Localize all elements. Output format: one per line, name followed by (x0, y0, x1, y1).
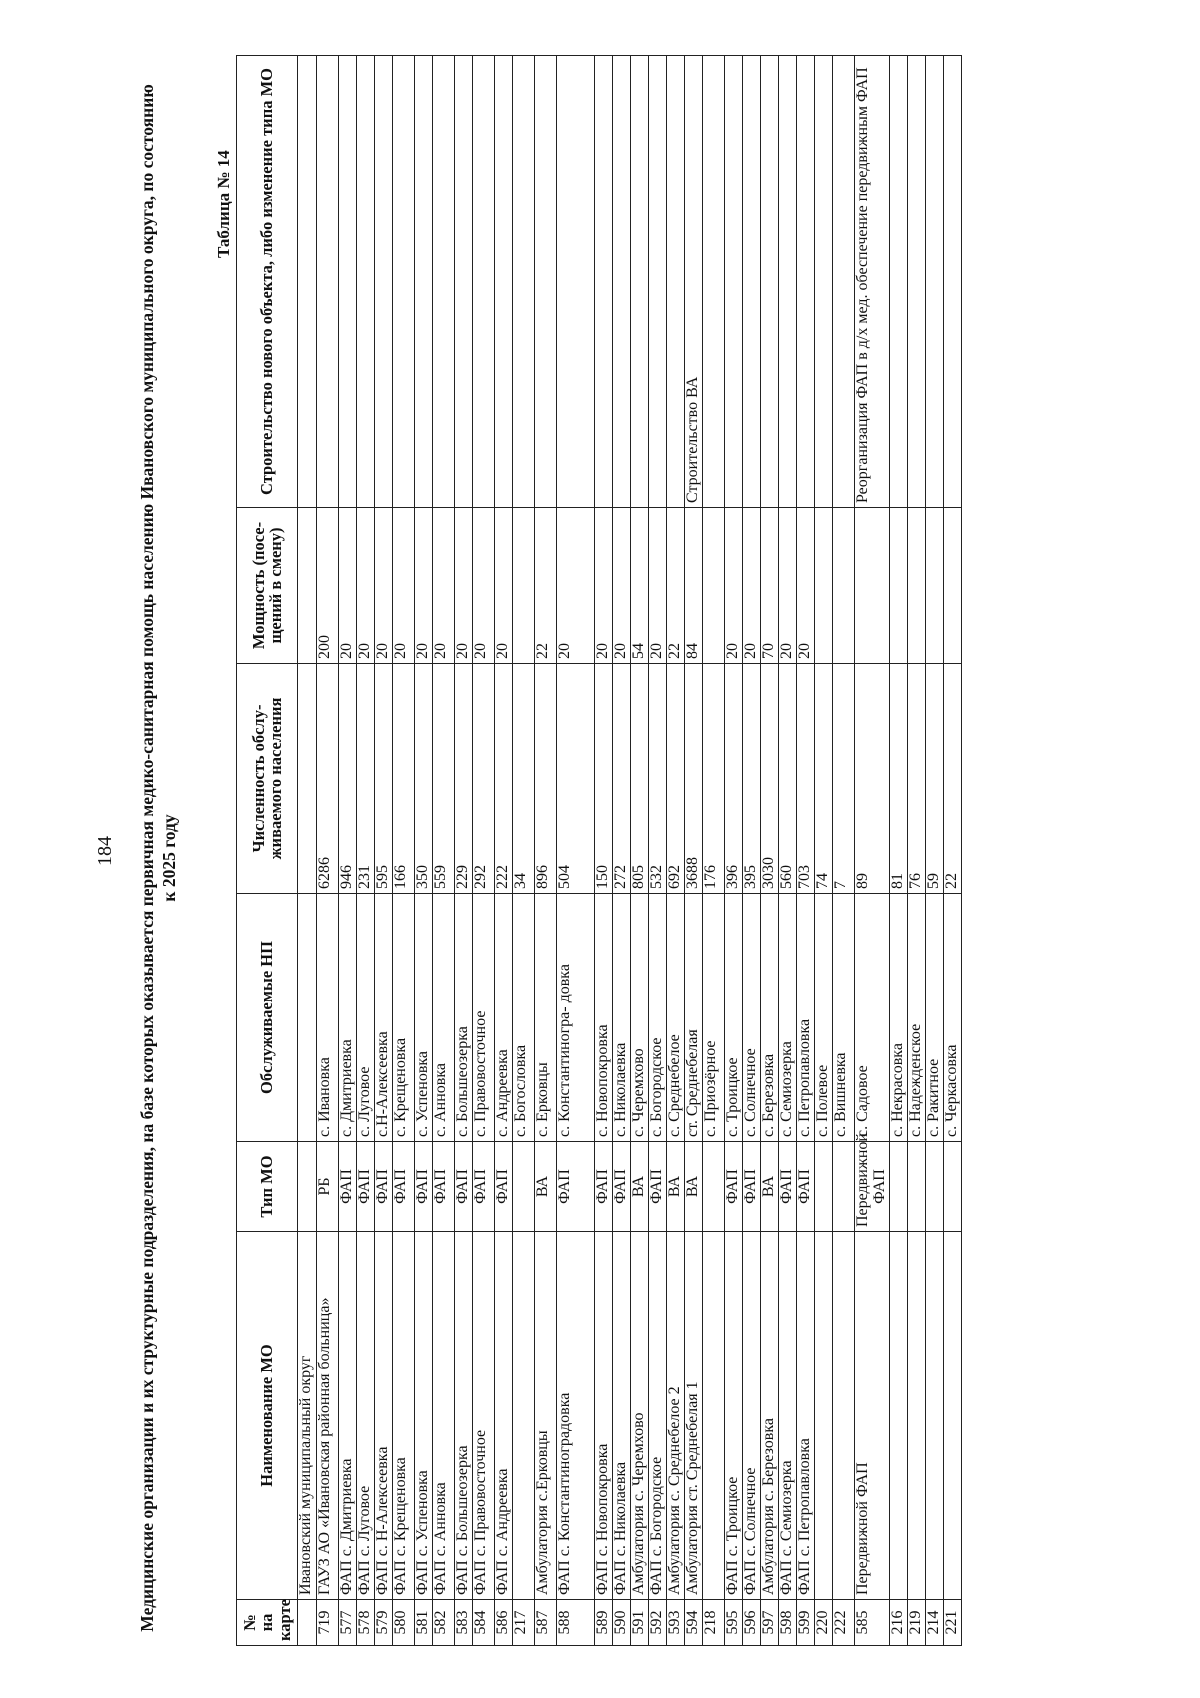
cell-construction (925, 56, 943, 508)
header-settlements: Обслуживаемые НП (237, 894, 298, 1142)
cell-capacity: 20 (797, 508, 815, 664)
cell-num: 221 (943, 1600, 961, 1646)
table-row (703, 56, 725, 1646)
cell-num: 580 (393, 1600, 415, 1646)
cell-capacity: 20 (357, 508, 375, 664)
cell-name: ФАП с. Успеновка (415, 1232, 433, 1600)
cell-settlement: с. Черкасовка (943, 894, 961, 1142)
cell-num: 218 (703, 1600, 725, 1646)
header-construction: Строительство нового объекта, либо изменение типа МО (237, 56, 298, 508)
table-row (473, 56, 495, 1646)
cell-settlement: с. Среднебелое (667, 894, 685, 1142)
cell-type: ФАП (649, 1142, 667, 1232)
cell-capacity: 200 (317, 508, 339, 664)
cell-capacity: 20 (393, 508, 415, 664)
cell-name (513, 1232, 535, 1600)
cell-num: 590 (613, 1600, 631, 1646)
cell-population: 76 (907, 664, 925, 894)
cell-num: 599 (797, 1600, 815, 1646)
cell-num: 579 (375, 1600, 393, 1646)
cell-name: ФАП с. Луговое (357, 1232, 375, 1600)
cell-population: 74 (815, 664, 833, 894)
table-row (415, 56, 433, 1646)
cell-population: 272 (613, 664, 631, 894)
cell-num: 598 (779, 1600, 797, 1646)
cell-num: 222 (833, 1600, 855, 1646)
cell-capacity: 20 (613, 508, 631, 664)
cell-settlement: с. Анновка (433, 894, 455, 1142)
cell-num: 581 (415, 1600, 433, 1646)
cell-construction (495, 56, 513, 508)
cell-population: 222 (495, 664, 513, 894)
cell-name: Амбулатория с. Березовка (761, 1232, 779, 1600)
cell-capacity: 20 (595, 508, 613, 664)
cell-num: 577 (339, 1600, 357, 1646)
table-row (393, 56, 415, 1646)
cell-construction (339, 56, 357, 508)
cell-num: 584 (473, 1600, 495, 1646)
cell-type (513, 1142, 535, 1232)
table-row (317, 56, 339, 1646)
cell-settlement: с. Большеозерка (455, 894, 473, 1142)
cell-name: ГАУЗ АО «Ивановская районная больница» (317, 1232, 339, 1600)
cell-population: 6286 (317, 664, 339, 894)
cell-population: 532 (649, 664, 667, 894)
cell-settlement: с. Солнечное (743, 894, 761, 1142)
cell-settlement: с. Семиозерка (779, 894, 797, 1142)
cell-settlement: с. Петропавловка (797, 894, 815, 1142)
cell-construction (833, 56, 855, 508)
cell-construction (779, 56, 797, 508)
cell-population: 7 (833, 664, 855, 894)
cell-capacity: 20 (495, 508, 513, 664)
cell-capacity (943, 508, 961, 664)
cell-construction (649, 56, 667, 508)
cell-population: 292 (473, 664, 495, 894)
cell-num: 589 (595, 1600, 613, 1646)
cell-settlement: с. Новопокровка (595, 894, 613, 1142)
cell-population: 22 (943, 664, 961, 894)
cell-num: 217 (513, 1600, 535, 1646)
table-row (685, 56, 703, 1646)
cell-capacity: 22 (535, 508, 557, 664)
cell-settlement: с. Успеновка (415, 894, 433, 1142)
cell-name: Передвижной ФАП (855, 1232, 890, 1600)
cell-type: ФАП (393, 1142, 415, 1232)
cell-capacity (513, 508, 535, 664)
cell-num: 588 (557, 1600, 595, 1646)
table-row (943, 56, 961, 1646)
cell-type (925, 1142, 943, 1232)
cell-name: ФАП с. Петропавловка (797, 1232, 815, 1600)
cell-num: 587 (535, 1600, 557, 1646)
cell-population: 504 (557, 664, 595, 894)
header-num: № на карте (237, 1600, 298, 1646)
table-row (495, 56, 513, 1646)
cell-population: 166 (393, 664, 415, 894)
cell-name: Амбулатория с.Ерковцы (535, 1232, 557, 1600)
cell-population: 692 (667, 664, 685, 894)
cell-construction (703, 56, 725, 508)
cell-construction (433, 56, 455, 508)
cell-construction (613, 56, 631, 508)
cell-name: ФАП с. Николаевка (613, 1232, 631, 1600)
cell-num: 592 (649, 1600, 667, 1646)
cell-capacity: 20 (649, 508, 667, 664)
cell-type: ФАП (433, 1142, 455, 1232)
table-row (649, 56, 667, 1646)
cell-name (889, 1232, 907, 1600)
cell-population: 703 (797, 664, 815, 894)
cell-population: 396 (725, 664, 743, 894)
cell-num: 583 (455, 1600, 473, 1646)
cell-settlement: с. Богословка (513, 894, 535, 1142)
cell-type: ФАП (339, 1142, 357, 1232)
cell-name: ФАП с. Андреевка (495, 1232, 513, 1600)
cell-capacity: 20 (557, 508, 595, 664)
cell-capacity (925, 508, 943, 664)
cell-construction (473, 56, 495, 508)
cell-type: ФАП (357, 1142, 375, 1232)
cell-capacity: 20 (779, 508, 797, 664)
document-title: Медицинские организации и их структурные подразделения, на базе которых оказывается первичная медико-санитарная помощь населению Ивановского муниципального округа, по состоянию к 2025 году (137, 84, 179, 1632)
cell-population: 559 (433, 664, 455, 894)
cell-type: ВА (535, 1142, 557, 1232)
cell-capacity (855, 508, 890, 664)
cell-type: ФАП (595, 1142, 613, 1232)
table-row (631, 56, 649, 1646)
cell-population: 176 (703, 664, 725, 894)
cell-num: 595 (725, 1600, 743, 1646)
header-type: Тип МО (237, 1142, 298, 1232)
cell-settlement: с. Дмитриевка (339, 894, 357, 1142)
cell-construction (357, 56, 375, 508)
cell-name (925, 1232, 943, 1600)
cell-type (703, 1142, 725, 1232)
cell-capacity: 84 (685, 508, 703, 664)
table-row (339, 56, 357, 1646)
cell-settlement: ст. Среднебелая (685, 894, 703, 1142)
cell-settlement: с.Н-Алексеевка (375, 894, 393, 1142)
cell-name: ФАП с. Константиноградовка (557, 1232, 595, 1600)
cell-settlement: с. Троицкое (725, 894, 743, 1142)
cell-construction (815, 56, 833, 508)
group-title: Ивановский муниципальный округ (298, 1232, 317, 1600)
cell-type: ФАП (613, 1142, 631, 1232)
cell-settlement: с. Садовое (855, 894, 890, 1142)
cell-population: 89 (855, 664, 890, 894)
cell-type: ВА (631, 1142, 649, 1232)
cell-population: 59 (925, 664, 943, 894)
cell-construction (667, 56, 685, 508)
table-row (667, 56, 685, 1646)
cell-settlement: с. Полевое (815, 894, 833, 1142)
cell-population: 595 (375, 664, 393, 894)
cell-settlement: с. Приозёрное (703, 894, 725, 1142)
cell-num: 578 (357, 1600, 375, 1646)
cell-type (889, 1142, 907, 1232)
cell-population: 150 (595, 664, 613, 894)
cell-type: ВА (667, 1142, 685, 1232)
cell-num: 216 (889, 1600, 907, 1646)
cell-name: Амбулатория с. Черемхово (631, 1232, 649, 1600)
cell-num: 593 (667, 1600, 685, 1646)
cell-name: Амбулатория с. Среднебелое 2 (667, 1232, 685, 1600)
group-row (298, 56, 317, 1646)
cell-population: 946 (339, 664, 357, 894)
cell-name: ФАП с. Семиозерка (779, 1232, 797, 1600)
table-row (357, 56, 375, 1646)
cell-construction (761, 56, 779, 508)
cell-capacity (833, 508, 855, 664)
cell-population: 231 (357, 664, 375, 894)
cell-construction (725, 56, 743, 508)
table-row (535, 56, 557, 1646)
cell-construction (907, 56, 925, 508)
facilities-table (236, 55, 962, 1646)
cell-num: 597 (761, 1600, 779, 1646)
cell-name: ФАП с. Анновка (433, 1232, 455, 1600)
cell-capacity (889, 508, 907, 664)
table-row (725, 56, 743, 1646)
cell-type: ВА (761, 1142, 779, 1232)
cell-settlement: с. Черемхово (631, 894, 649, 1142)
cell-type: ВА (685, 1142, 703, 1232)
cell-name (907, 1232, 925, 1600)
table-row (925, 56, 943, 1646)
cell-construction (535, 56, 557, 508)
table-row (513, 56, 535, 1646)
cell-name: ФАП с. Солнечное (743, 1232, 761, 1600)
cell-capacity: 22 (667, 508, 685, 664)
cell-settlement: с. Ракитное (925, 894, 943, 1142)
table-row (595, 56, 613, 1646)
cell-type: ФАП (797, 1142, 815, 1232)
cell-construction (595, 56, 613, 508)
cell-name: ФАП с. Дмитриевка (339, 1232, 357, 1600)
cell-settlement: с. Николаевка (613, 894, 631, 1142)
table-row (855, 56, 890, 1646)
cell-type: ФАП (743, 1142, 761, 1232)
cell-settlement: с. Луговое (357, 894, 375, 1142)
cell-population: 805 (631, 664, 649, 894)
header-population: Численность обслу- живаемого населения (237, 664, 298, 894)
cell-settlement: с. Андреевка (495, 894, 513, 1142)
table-row (907, 56, 925, 1646)
cell-num: 596 (743, 1600, 761, 1646)
cell-num: 591 (631, 1600, 649, 1646)
cell-capacity: 20 (339, 508, 357, 664)
cell-population: 229 (455, 664, 473, 894)
cell-type: ФАП (473, 1142, 495, 1232)
cell-type (815, 1142, 833, 1232)
cell-type: ФАП (779, 1142, 797, 1232)
cell-capacity (815, 508, 833, 664)
cell-name (815, 1232, 833, 1600)
page-number: 184 (94, 836, 116, 866)
cell-capacity: 20 (433, 508, 455, 664)
cell-capacity: 20 (415, 508, 433, 664)
cell-capacity: 20 (473, 508, 495, 664)
table-row (797, 56, 815, 1646)
cell-settlement: с. Крещеновка (393, 894, 415, 1142)
cell-name: ФАП с. Н-Алексеевка (375, 1232, 393, 1600)
cell-num: 719 (317, 1600, 339, 1646)
table-row (779, 56, 797, 1646)
cell-num: 220 (815, 1600, 833, 1646)
cell-construction: Строительство ВА (685, 56, 703, 508)
table-row (815, 56, 833, 1646)
cell-name: Амбулатория ст. Среднебелая 1 (685, 1232, 703, 1600)
cell-settlement: с. Березовка (761, 894, 779, 1142)
cell-name: ФАП с. Крещеновка (393, 1232, 415, 1600)
cell-capacity: 54 (631, 508, 649, 664)
cell-capacity: 20 (725, 508, 743, 664)
cell-num: 219 (907, 1600, 925, 1646)
cell-settlement: с. Ерковцы (535, 894, 557, 1142)
cell-construction (557, 56, 595, 508)
cell-type: ФАП (375, 1142, 393, 1232)
cell-name (833, 1232, 855, 1600)
cell-num: 214 (925, 1600, 943, 1646)
cell-settlement: с. Правовосточное (473, 894, 495, 1142)
table-row (743, 56, 761, 1646)
cell-population: 3030 (761, 664, 779, 894)
cell-name: ФАП с. Богородское (649, 1232, 667, 1600)
cell-construction (415, 56, 433, 508)
cell-num: 582 (433, 1600, 455, 1646)
cell-population: 395 (743, 664, 761, 894)
table-row (833, 56, 855, 1646)
cell-construction (455, 56, 473, 508)
cell-capacity: 20 (455, 508, 473, 664)
cell-construction (393, 56, 415, 508)
table-row (889, 56, 907, 1646)
cell-name: ФАП с. Троицкое (725, 1232, 743, 1600)
cell-type (943, 1142, 961, 1232)
cell-population: 560 (779, 664, 797, 894)
cell-settlement: с. Ивановка (317, 894, 339, 1142)
cell-type: ФАП (455, 1142, 473, 1232)
cell-capacity: 20 (743, 508, 761, 664)
header-name: Наименование МО (237, 1232, 298, 1600)
table-row (613, 56, 631, 1646)
cell-construction (631, 56, 649, 508)
cell-construction (513, 56, 535, 508)
cell-capacity (703, 508, 725, 664)
table-row (455, 56, 473, 1646)
cell-name: ФАП с. Новопокровка (595, 1232, 613, 1600)
cell-capacity: 20 (375, 508, 393, 664)
cell-type: ФАП (557, 1142, 595, 1232)
cell-type (833, 1142, 855, 1232)
cell-construction (743, 56, 761, 508)
cell-type: ФАП (725, 1142, 743, 1232)
cell-construction: Реорганизация ФАП в д/х мед. обеспечение передвижным ФАП (855, 56, 890, 508)
table-row (433, 56, 455, 1646)
table-row (375, 56, 393, 1646)
header-capacity: Мощность (посе- щений в смену) (237, 508, 298, 664)
cell-construction (317, 56, 339, 508)
cell-construction (375, 56, 393, 508)
header-row (237, 56, 298, 1646)
cell-capacity: 70 (761, 508, 779, 664)
cell-name (703, 1232, 725, 1600)
cell-settlement: с. Константиногра- довка (557, 894, 595, 1142)
table-row (557, 56, 595, 1646)
table-label: Таблица № 14 (214, 150, 233, 258)
cell-num: 585 (855, 1600, 890, 1646)
cell-population: 350 (415, 664, 433, 894)
cell-name: ФАП с. Большеозерка (455, 1232, 473, 1600)
cell-population: 81 (889, 664, 907, 894)
cell-construction (943, 56, 961, 508)
cell-settlement: с. Богородское (649, 894, 667, 1142)
cell-name: ФАП с. Правовосточное (473, 1232, 495, 1600)
cell-type: ФАП (495, 1142, 513, 1232)
cell-settlement: с. Некрасовка (889, 894, 907, 1142)
cell-population: 3688 (685, 664, 703, 894)
cell-population: 896 (535, 664, 557, 894)
cell-type: ФАП (415, 1142, 433, 1232)
cell-name (943, 1232, 961, 1600)
table-row (761, 56, 779, 1646)
cell-num: 594 (685, 1600, 703, 1646)
cell-capacity (907, 508, 925, 664)
cell-num: 586 (495, 1600, 513, 1646)
cell-construction (797, 56, 815, 508)
cell-population: 34 (513, 664, 535, 894)
cell-type (907, 1142, 925, 1232)
cell-construction (889, 56, 907, 508)
cell-settlement: с. Надежденское (907, 894, 925, 1142)
cell-type: РБ (317, 1142, 339, 1232)
cell-type: Передвижной ФАП (855, 1142, 890, 1232)
cell-settlement: с. Вишневка (833, 894, 855, 1142)
